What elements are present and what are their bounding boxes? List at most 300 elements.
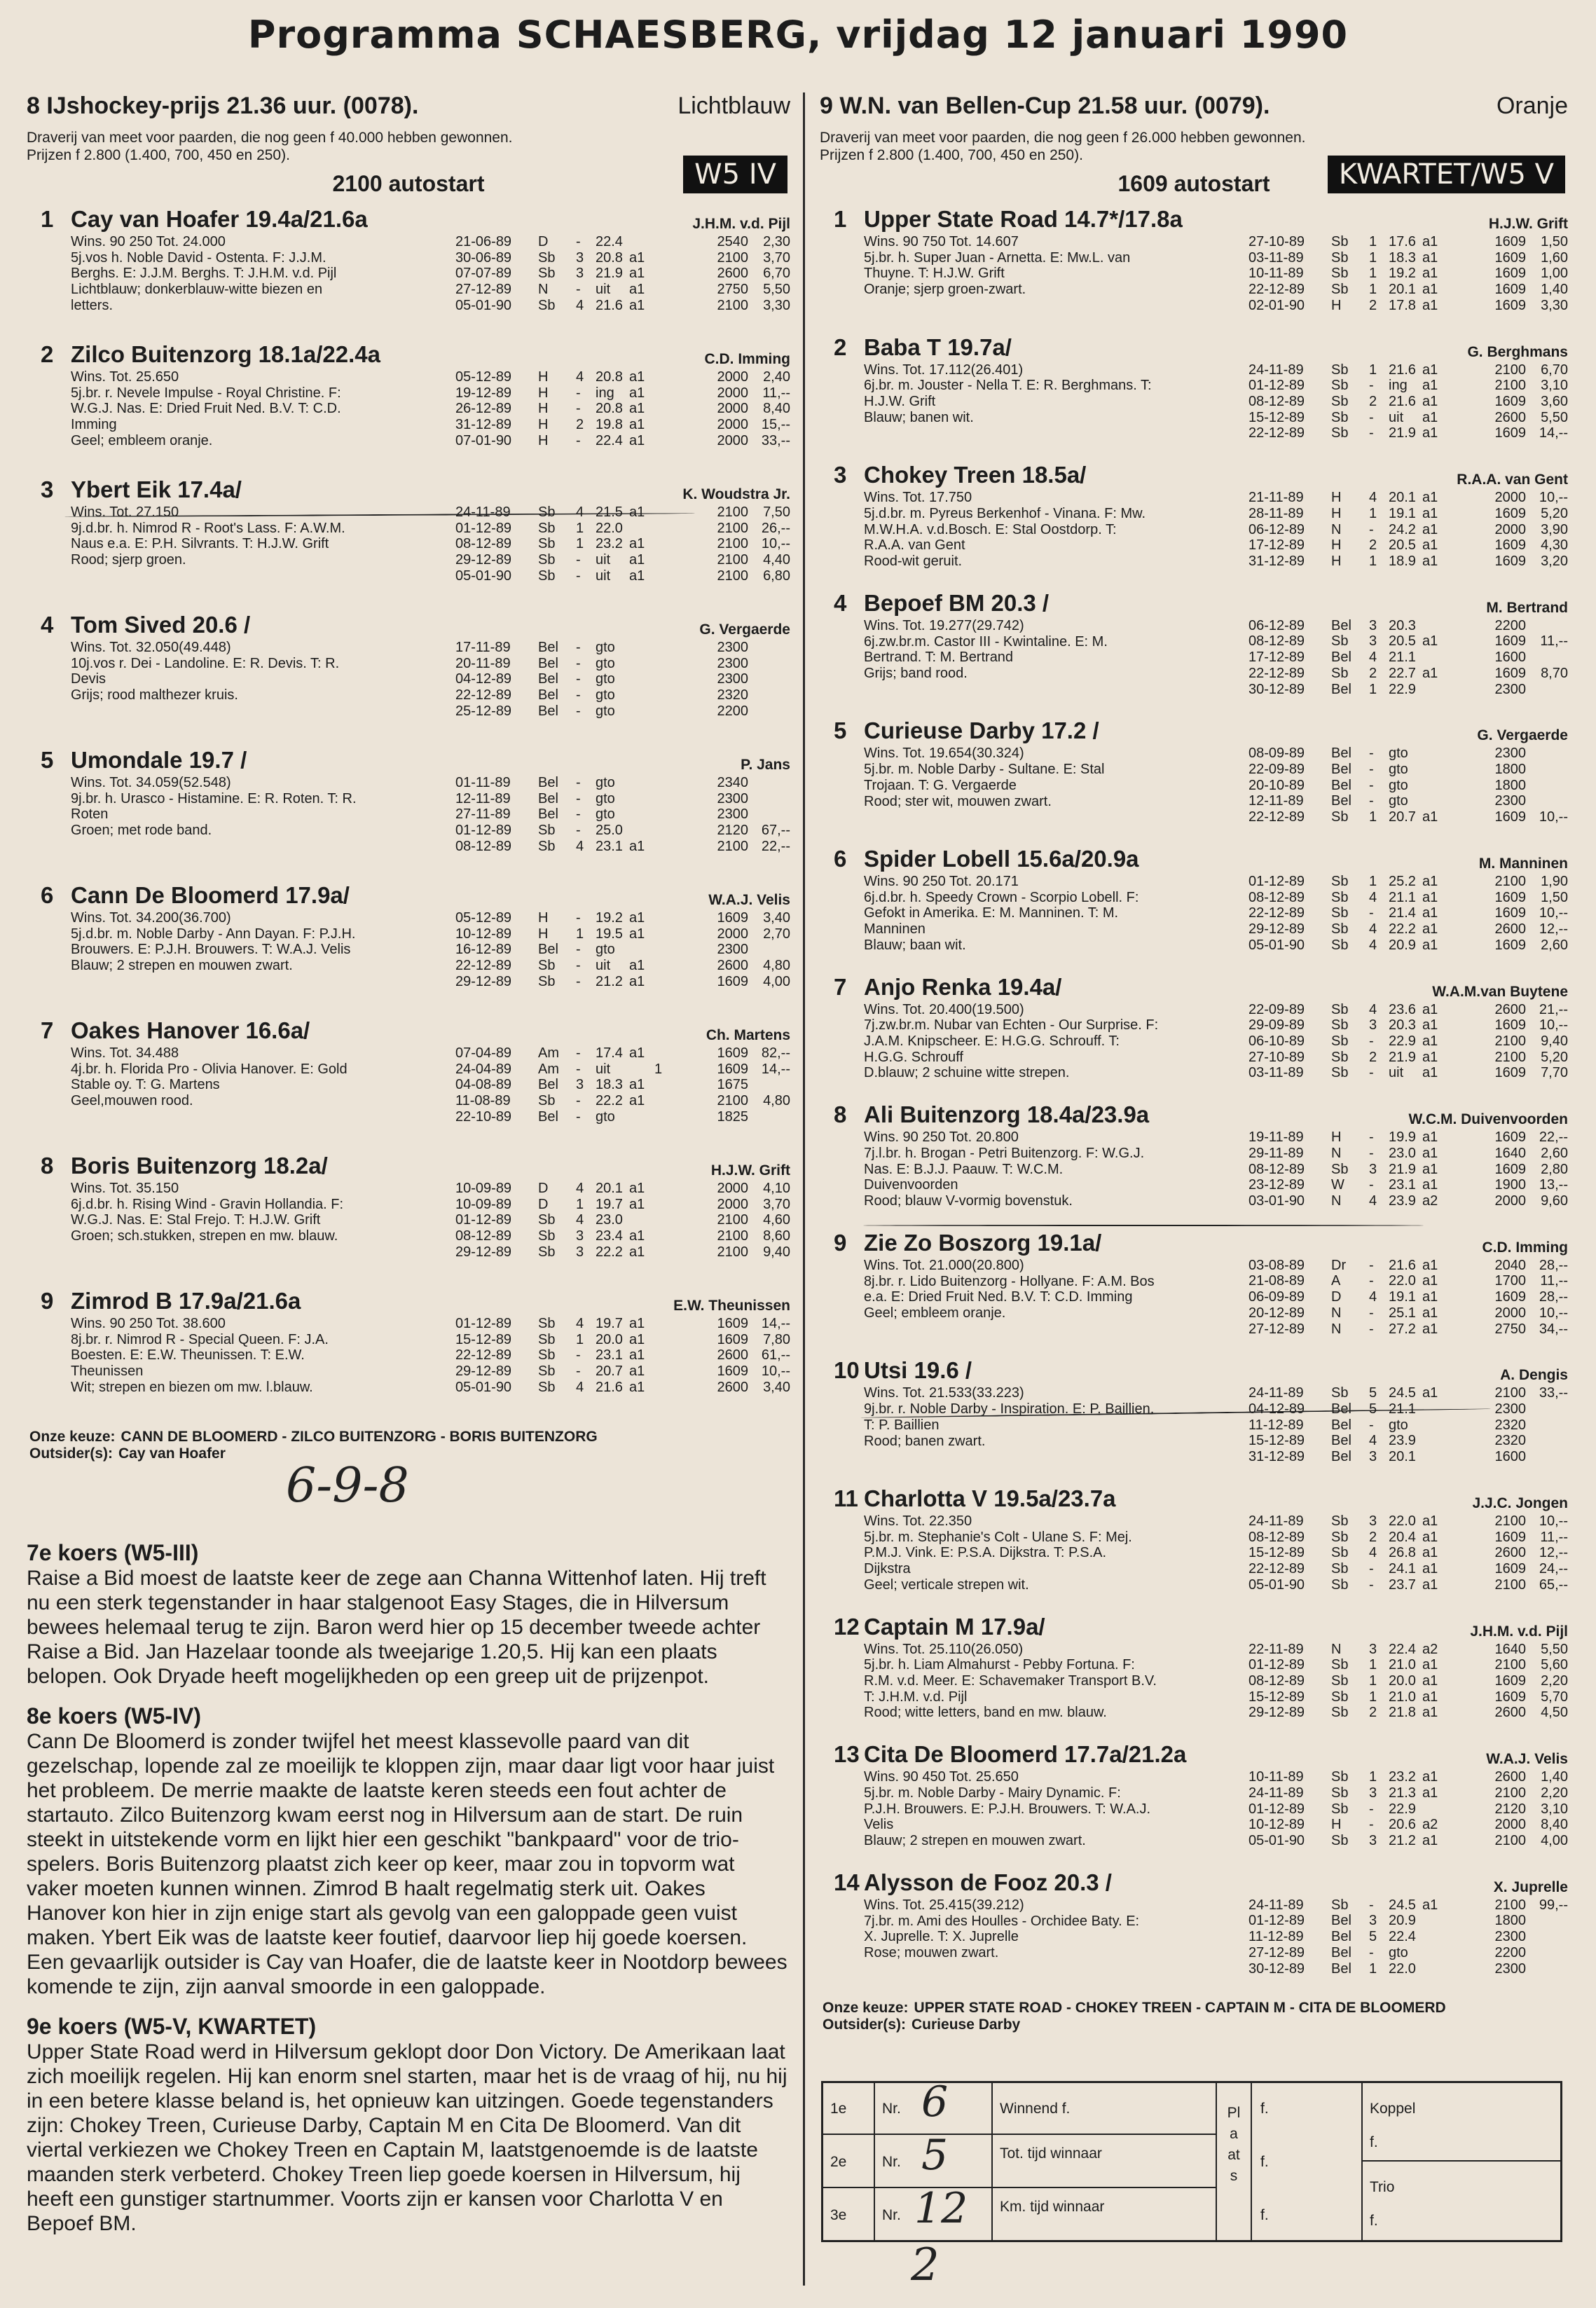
form-cell: 08-12-89 (1248, 1529, 1305, 1545)
form-cell: 2600 (1494, 921, 1526, 937)
entry-number: 3 (41, 476, 54, 502)
form-cell: 25.1 (1389, 1305, 1416, 1321)
form-cell: 26.8 (1389, 1545, 1416, 1561)
form-cell: 2600 (717, 1347, 748, 1363)
form-cell: 5,60 (1541, 1657, 1568, 1673)
form-cell: 2100 (717, 504, 748, 520)
form-row (1248, 378, 1568, 394)
form-cell: 9,40 (1541, 1033, 1568, 1049)
form-cell: 14,-- (1539, 425, 1568, 441)
form-cell: 11-12-89 (1248, 1929, 1304, 1945)
form-cell: - (576, 568, 581, 584)
description-line: Wins. 90 450 Tot. 25.650 (864, 1769, 1019, 1785)
result-row-line (1361, 2160, 1560, 2162)
form-cell: 2100 (717, 1093, 748, 1109)
form-cell: 1609 (1494, 505, 1526, 521)
description-line: Roten (71, 806, 109, 823)
form-cell: Sb (1331, 1017, 1349, 1033)
description-line: 6j.br. m. Jouster - Nella T. E: R. Berghmans. T: (864, 378, 1152, 394)
form-cell: a1 (629, 1347, 645, 1363)
form-row (455, 1212, 790, 1228)
race-commentary (27, 1539, 790, 2236)
form-row (1248, 1433, 1568, 1449)
form-cell: Sb (1331, 249, 1349, 266)
driver-name: W.A.J. Velis (1486, 1751, 1568, 1768)
form-cell: 15-12-89 (455, 1331, 512, 1347)
form-row (1248, 633, 1568, 650)
form-cell: 1 (1369, 249, 1377, 266)
description-line: J.A.M. Knipscheer. E: H.G.G. Schrouff. T: (864, 1033, 1120, 1049)
form-cell: 1 (576, 1331, 584, 1347)
form-cell: a1 (629, 552, 645, 568)
form-cell: 19-11-89 (1248, 1129, 1304, 1146)
form-cell: 22.2 (596, 1093, 623, 1109)
form-cell: 2320 (1494, 1433, 1526, 1449)
driver-name: M. Manninen (1478, 856, 1568, 872)
form-cell: a1 (629, 417, 645, 433)
form-cell: 1609 (1494, 282, 1526, 298)
description-line: Rose; mouwen zwart. (864, 1944, 999, 1960)
description-line: Theunissen (71, 1363, 144, 1380)
description-line: 6j.zw.br.m. Castor III - Kwintaline. E: M. (864, 633, 1108, 650)
form-row (1248, 1785, 1568, 1801)
description-line: Duivenvoorden (864, 1177, 958, 1193)
form-cell: 05-01-90 (1248, 937, 1305, 953)
driver-name: A. Dengis (1500, 1367, 1568, 1384)
driver-name: W.C.M. Duivenvoorden (1408, 1111, 1568, 1128)
form-cell: 08-09-89 (1248, 746, 1305, 762)
form-cell: Bel (1331, 1417, 1351, 1433)
form-cell: Sb (1331, 362, 1349, 378)
form-cell: 23.9 (1389, 1433, 1416, 1449)
description-line: 6j.d.br. h. Speedy Crown - Scorpio Lobell. F: (864, 889, 1139, 905)
form-row (1248, 762, 1568, 778)
description-line: R.M. v.d. Meer. E: Schavemaker Transport B.V. (864, 1673, 1157, 1689)
form-cell: - (576, 823, 581, 839)
description-line: Blauw; 2 strepen en mouwen zwart. (71, 958, 293, 974)
form-cell: 2000 (717, 401, 748, 417)
description-line: Berghs. E: J.J.M. Berghs. T: J.H.M. v.d. Pijl (71, 266, 337, 282)
description-line: Thuyne. T: H.J.W. Grift (864, 266, 1005, 282)
form-cell: Sb (1331, 1529, 1349, 1545)
horse-description (71, 369, 463, 449)
result-col-line (1361, 2083, 1363, 2240)
horse-name: Zimrod B 17.9a/21.6a (71, 1288, 301, 1314)
race-header (820, 92, 1568, 129)
form-cell: 23-12-89 (1248, 1177, 1305, 1193)
form-cell: 19.5 (596, 926, 623, 942)
form-cell: 1 (1369, 1657, 1377, 1673)
entry-number: 2 (834, 334, 847, 360)
form-cell: a1 (629, 536, 645, 552)
form-cell: N (1331, 1145, 1342, 1161)
description-line: Wins. Tot. 17.112(26.401) (864, 362, 1024, 378)
form-cell: 11,-- (1540, 633, 1568, 650)
form-cell: 10,-- (1539, 1305, 1568, 1321)
form-cell: Sb (1331, 937, 1349, 953)
form-cell: 14,-- (761, 1061, 790, 1077)
form-cell: 4 (1369, 1545, 1377, 1561)
form-cell: 9,40 (763, 1244, 790, 1260)
form-cell: 4 (1369, 650, 1377, 666)
form-cell: 2 (1369, 1049, 1377, 1065)
form-cell: 11-08-89 (455, 1093, 511, 1109)
form-cell: 22.4 (596, 234, 623, 249)
form-cell: W (1331, 1177, 1344, 1193)
form-cell: 23.1 (596, 1347, 623, 1363)
form-cell: 21.9 (596, 266, 623, 282)
form-row (455, 1093, 790, 1109)
form-cell: Bel (1331, 793, 1351, 809)
description-line: e.a. E: Dried Fruit Ned. B.V. T: C.D. Imming (864, 1289, 1133, 1305)
handwritten-nr-1: 6 (921, 2077, 949, 2127)
horse-name: Charlotta V 19.5a/23.7a (864, 1485, 1116, 1511)
form-cell: a1 (1422, 809, 1438, 825)
form-cell: Bel (1331, 1960, 1351, 1977)
form-cell: - (1369, 378, 1374, 394)
form-row (1248, 425, 1568, 441)
form-row (1248, 1929, 1568, 1945)
form-cell: 1,90 (1541, 874, 1568, 889)
form-cell: H (538, 926, 549, 942)
form-cell: 12,-- (1539, 921, 1568, 937)
form-cell: 19.8 (596, 417, 623, 433)
form-row (455, 1363, 790, 1380)
form-cell: Sb (538, 973, 556, 989)
form-cell: Sb (1331, 393, 1349, 409)
description-line: Geel; embleem oranje. (864, 1305, 1006, 1321)
description-line: H.J.W. Grift (864, 394, 936, 409)
form-cell: a1 (1422, 1129, 1438, 1146)
form-cell: 21.1 (1389, 1401, 1416, 1417)
handwritten-bottom: 2 (911, 2239, 940, 2291)
horse-name: Chokey Treen 18.5a/ (864, 462, 1087, 488)
description-line: Wins. Tot. 35.150 (71, 1181, 179, 1196)
form-cell: Sb (1331, 1049, 1349, 1065)
form-row (1248, 793, 1568, 809)
form-cell: Sb (1331, 378, 1349, 394)
form-cell: 20-10-89 (1248, 777, 1305, 793)
form-cell: Sb (1331, 1513, 1349, 1529)
form-cell: 1 (576, 520, 584, 536)
form-cell: 3,30 (763, 297, 790, 313)
horse-description (864, 1258, 1256, 1321)
form-cell: gto (596, 655, 615, 671)
form-cell: Sb (1331, 1561, 1349, 1577)
form-cell: - (576, 1045, 581, 1061)
form-cell: - (576, 775, 581, 790)
form-cell: Sb (1331, 234, 1349, 249)
form-cell: 19.7 (596, 1196, 623, 1212)
form-cell: a2 (1422, 1193, 1438, 1209)
form-cell: - (576, 942, 581, 958)
form-cell: 2600 (717, 1379, 748, 1395)
form-cell: 26-12-89 (455, 401, 512, 417)
form-table (455, 640, 790, 719)
form-cell: Sb (1331, 1897, 1349, 1913)
pick-label: Onze keuze: (29, 1429, 116, 1445)
form-cell: a1 (1422, 266, 1438, 282)
form-cell: 2100 (1494, 362, 1526, 378)
form-cell: 24-11-89 (1248, 362, 1304, 378)
form-cell: a1 (629, 973, 645, 989)
form-cell: Bel (538, 671, 558, 687)
place-2-label: 2e (830, 2154, 847, 2170)
form-cell: a1 (1422, 1385, 1438, 1401)
commentary-heading: 8e koers (W5-IV) (27, 1703, 201, 1729)
description-line: Oranje; sjerp groen-zwart. (864, 282, 1026, 298)
horse-description (71, 234, 463, 314)
form-cell: 24.2 (1389, 521, 1416, 537)
description-line: Wins. Tot. 17.750 (864, 490, 972, 506)
form-cell: 21.6 (1389, 1257, 1416, 1273)
form-cell: 08-12-89 (1248, 1161, 1305, 1177)
form-cell: 1 (1369, 1689, 1377, 1705)
form-cell: a2 (1422, 1817, 1438, 1833)
form-cell: 22-12-89 (455, 687, 512, 703)
form-row (1248, 1273, 1568, 1289)
form-cell: a1 (629, 1196, 645, 1212)
form-cell: - (1369, 1065, 1374, 1081)
form-cell: 10,-- (1539, 905, 1568, 921)
form-cell: a1 (1422, 1001, 1438, 1017)
form-cell: 3,70 (763, 1196, 790, 1212)
form-cell: 25.0 (596, 823, 623, 839)
form-cell: 21.1 (1389, 650, 1416, 666)
form-cell: a1 (1422, 1561, 1438, 1577)
bet-type-badge: W5 IV (683, 156, 787, 193)
form-row (1248, 778, 1568, 794)
form-cell: 22.4 (1389, 1929, 1416, 1945)
form-cell: 20.1 (1389, 282, 1416, 298)
description-line: T: P. Baillien (864, 1417, 940, 1433)
koppel-label: Koppel (1370, 2101, 1416, 2117)
driver-name: G. Berghmans (1467, 343, 1568, 360)
km-tijd-label: Km. tijd winnaar (1000, 2199, 1105, 2215)
entry-number: 3 (834, 462, 847, 488)
form-cell: 07-04-89 (455, 1045, 512, 1061)
form-cell: 4 (576, 838, 584, 854)
form-cell: - (1369, 1577, 1374, 1593)
form-cell: 20.9 (1389, 937, 1416, 953)
form-cell: 20.4 (1389, 1529, 1416, 1545)
form-cell: 4 (576, 1212, 584, 1228)
form-cell: 22.0 (596, 520, 623, 536)
form-cell: Sb (538, 504, 556, 520)
form-cell: 1 (1369, 234, 1377, 249)
description-line: M.W.H.A. v.d.Bosch. E: Stal Oostdorp. T: (864, 521, 1117, 537)
form-cell: H (1331, 553, 1342, 569)
form-cell: 8,70 (1541, 665, 1568, 681)
horse-description (864, 1129, 1256, 1209)
form-cell: - (576, 1061, 581, 1077)
form-cell: 29-12-89 (1248, 921, 1305, 937)
form-cell: - (1369, 1897, 1374, 1913)
form-cell: a1 (1422, 1321, 1438, 1337)
form-row (1248, 1385, 1568, 1401)
form-cell: 3 (1369, 1785, 1377, 1801)
form-cell: 1609 (1494, 393, 1526, 409)
form-cell: a1 (1422, 905, 1438, 921)
form-row (455, 250, 790, 266)
form-cell: gto (1389, 1417, 1408, 1433)
form-cell: a1 (1422, 1289, 1438, 1305)
form-cell: gto (596, 671, 615, 687)
horse-description (71, 1045, 463, 1109)
form-cell: a2 (1422, 1641, 1438, 1657)
form-cell: 3 (1369, 1641, 1377, 1657)
form-cell: 06-12-89 (1248, 617, 1305, 633)
description-line: Gefokt in Amerika. E: M. Manninen. T: M. (864, 905, 1119, 921)
handwritten-note: 6-9-8 (286, 1458, 409, 1513)
form-cell: 4 (1369, 1193, 1377, 1209)
form-cell: Bel (1331, 1929, 1351, 1945)
form-row (455, 1228, 790, 1244)
form-row (455, 687, 790, 703)
description-line: Wins. Tot. 34.059(52.548) (71, 775, 231, 790)
horse-description (864, 618, 1256, 682)
form-cell: Sb (1331, 1832, 1349, 1848)
form-cell: 23.2 (1389, 1769, 1416, 1785)
form-cell: 27-12-89 (1248, 1321, 1305, 1337)
form-cell: 22-12-89 (1248, 665, 1305, 681)
form-cell: Sb (538, 1212, 556, 1228)
form-cell: 01-12-89 (1248, 1913, 1305, 1929)
description-line: 5j.br. m. Stephanie's Colt - Ulane S. F: Mej. (864, 1529, 1132, 1545)
form-cell: 2200 (1494, 1944, 1526, 1960)
form-cell: 22-12-89 (455, 958, 512, 974)
form-cell: 21.0 (1389, 1657, 1416, 1673)
form-cell: a1 (1422, 378, 1438, 394)
form-cell: - (576, 432, 581, 448)
handwritten-nr-2: 5 (921, 2131, 949, 2180)
form-cell: a1 (629, 1379, 645, 1395)
form-cell: 18.9 (1389, 553, 1416, 569)
form-cell: 10-11-89 (1248, 1769, 1304, 1785)
form-cell: 11,-- (1540, 1529, 1568, 1545)
description-line: W.G.J. Nas. E: Stal Frejo. T: H.J.W. Grift (71, 1212, 321, 1228)
pick-value: UPPER STATE ROAD - CHOKEY TREEN - CAPTAIN M - CITA DE BLOOMERD (914, 2000, 1446, 2016)
form-cell: 30-12-89 (1248, 681, 1305, 697)
horse-name: Zie Zo Boszorg 19.1a/ (864, 1229, 1102, 1256)
form-cell: 20.8 (596, 369, 623, 385)
form-cell: a1 (1422, 1513, 1438, 1529)
form-cell: 03-11-89 (1248, 1065, 1304, 1081)
form-cell: 2040 (1494, 1257, 1526, 1273)
form-cell: 1609 (717, 910, 748, 926)
trio-label: Trio (1370, 2179, 1395, 2195)
form-cell: N (1331, 1193, 1342, 1209)
form-cell: a1 (1422, 1769, 1438, 1785)
description-line: Groen; met rode band. (71, 823, 212, 839)
form-cell: 1609 (1494, 1017, 1526, 1033)
horse-name: Spider Lobell 15.6a/20.9a (864, 846, 1139, 872)
form-cell: H (538, 369, 549, 385)
form-cell: 2320 (717, 687, 748, 703)
nr-label: Nr. (882, 2207, 901, 2223)
entry-number: 11 (834, 1485, 858, 1511)
form-row (1248, 746, 1568, 762)
race-color: Oranje (1496, 92, 1568, 119)
form-cell: 21,-- (1539, 1001, 1568, 1017)
form-cell: Sb (1331, 1161, 1349, 1177)
description-line: Wins. Tot. 21.000(20.800) (864, 1257, 1024, 1273)
our-pick (823, 2000, 1568, 2017)
race-header (27, 92, 790, 129)
form-cell: a1 (1422, 553, 1438, 569)
form-cell: 2100 (1494, 1577, 1526, 1593)
form-cell: 21.6 (596, 297, 623, 313)
race-title: 8 IJshockey-prijs 21.36 uur. (0078). (27, 92, 419, 119)
form-cell: a1 (629, 1077, 645, 1093)
form-cell: Sb (1331, 889, 1349, 905)
form-cell: a1 (629, 401, 645, 417)
form-cell: 2100 (1494, 1785, 1526, 1801)
form-cell: Sb (538, 1331, 556, 1347)
form-cell: 1800 (1494, 1913, 1526, 1929)
form-cell: Sb (1331, 1672, 1349, 1689)
form-row (455, 1181, 790, 1197)
form-cell: 4,40 (763, 552, 790, 568)
form-table (1248, 1513, 1568, 1593)
form-row (1248, 1177, 1568, 1193)
form-row (455, 703, 790, 720)
form-cell: Bel (1331, 1913, 1351, 1929)
form-row (455, 1197, 790, 1213)
form-cell: Sb (1331, 1001, 1349, 1017)
form-cell: 22-12-89 (455, 1347, 512, 1363)
form-cell: 21.9 (1389, 1161, 1416, 1177)
form-cell: 1900 (1494, 1177, 1526, 1193)
form-cell: 10-12-89 (455, 926, 512, 942)
form-cell: a1 (1422, 665, 1438, 681)
form-cell: 11-12-89 (1248, 1417, 1304, 1433)
description-line: Manninen (864, 921, 926, 937)
form-row (1248, 250, 1568, 266)
form-cell: 01-11-89 (455, 775, 511, 790)
form-row (455, 298, 790, 314)
form-table (455, 369, 790, 448)
form-cell: 17.8 (1389, 297, 1416, 313)
form-cell: 3 (1369, 1513, 1377, 1529)
form-cell: 20.3 (1389, 617, 1416, 633)
description-line: Wins. 90 750 Tot. 14.607 (864, 234, 1019, 249)
description-line: W.G.J. Nas. E: Dried Fruit Ned. B.V. T: C.D. (71, 401, 341, 417)
form-row (1248, 921, 1568, 937)
form-row (1248, 1321, 1568, 1338)
form-row (455, 671, 790, 687)
form-cell: 01-12-89 (455, 520, 512, 536)
form-cell: 10,-- (1539, 490, 1568, 506)
pick-value: CANN DE BLOOMERD - ZILCO BUITENZORG - BORIS BUITENZORG (121, 1429, 598, 1445)
form-cell: 19-12-89 (455, 385, 512, 401)
form-cell: 2 (1369, 537, 1377, 554)
form-cell: 24-11-89 (1248, 1897, 1304, 1913)
form-cell: 29-12-89 (455, 1244, 512, 1260)
form-cell: a1 (629, 1093, 645, 1109)
form-cell: 2100 (717, 536, 748, 552)
form-cell: 23.9 (1389, 1193, 1416, 1209)
form-cell: 29-09-89 (1248, 1017, 1305, 1033)
form-cell: 22-12-89 (1248, 1561, 1305, 1577)
form-cell: 27-11-89 (455, 806, 511, 823)
form-cell: 3 (576, 1244, 584, 1260)
form-cell: a1 (629, 1363, 645, 1380)
form-cell: 23.0 (1389, 1145, 1416, 1161)
description-line: Wit; strepen en biezen om mw. l.blauw. (71, 1379, 313, 1395)
form-cell: 20.7 (596, 1363, 623, 1380)
form-cell: 08-12-89 (1248, 889, 1305, 905)
